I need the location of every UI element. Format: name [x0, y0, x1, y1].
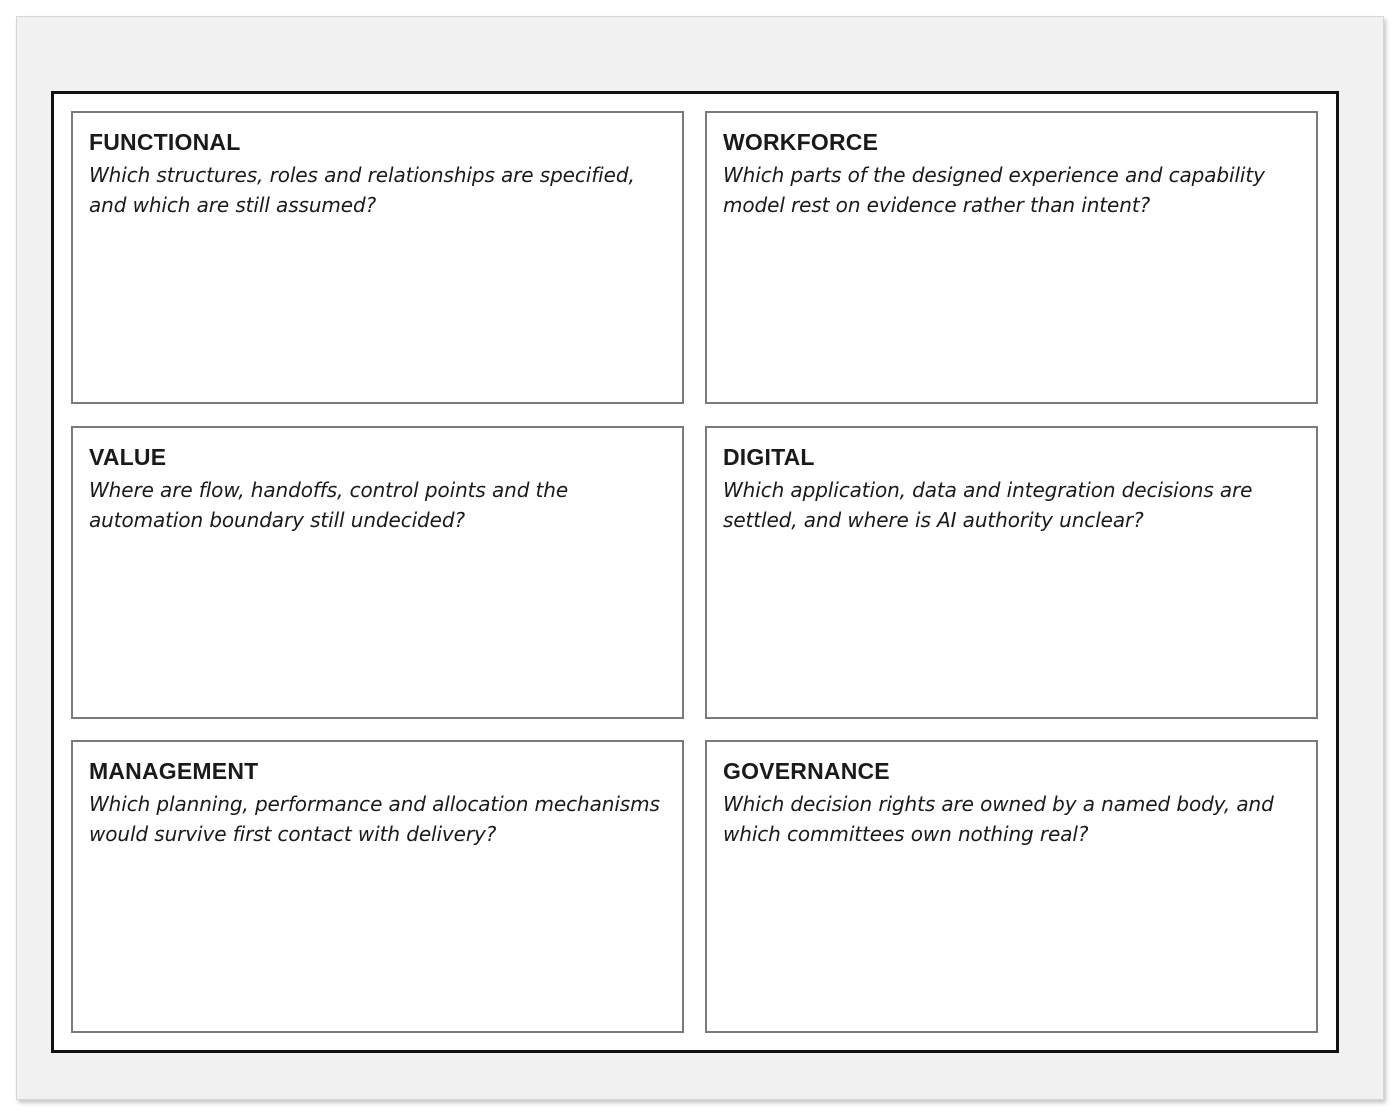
digital-question-line: settled, and where is AI authority unclear? [723, 508, 1144, 532]
document-page [16, 16, 1384, 1100]
governance-question [723, 789, 1300, 849]
functional-question-line: and which are still assumed? [89, 193, 377, 217]
workforce-question [723, 160, 1300, 220]
value-question [89, 475, 666, 535]
value-box [71, 426, 684, 719]
management-box [71, 740, 684, 1033]
digital-question [723, 475, 1300, 535]
digital-title: DIGITAL [723, 444, 815, 470]
governance-question-line: Which decision rights are owned by a named body, and [723, 792, 1274, 816]
management-question-line: Which planning, performance and allocation mechanisms [89, 792, 660, 816]
functional-question [89, 160, 666, 220]
functional-box [71, 111, 684, 404]
governance-question-line: which committees own nothing real? [723, 822, 1089, 846]
canvas-frame [51, 91, 1339, 1053]
value-question-line: automation boundary still undecided? [89, 508, 465, 532]
digital-box [705, 426, 1318, 719]
workforce-question-line: Which parts of the designed experience and capability [723, 163, 1265, 187]
governance-title: GOVERNANCE [723, 758, 890, 784]
governance-box [705, 740, 1318, 1033]
workforce-title: WORKFORCE [723, 129, 879, 155]
functional-question-line: Which structures, roles and relationships are specified, [89, 163, 635, 187]
management-title: MANAGEMENT [89, 758, 259, 784]
management-question [89, 789, 666, 849]
workforce-question-line: model rest on evidence rather than intent? [723, 193, 1151, 217]
workforce-box [705, 111, 1318, 404]
value-question-line: Where are flow, handoffs, control points and the [89, 478, 569, 502]
digital-question-line: Which application, data and integration decisions are [723, 478, 1253, 502]
management-question-line: would survive first contact with delivery? [89, 822, 497, 846]
functional-title: FUNCTIONAL [89, 129, 241, 155]
value-title: VALUE [89, 444, 167, 470]
